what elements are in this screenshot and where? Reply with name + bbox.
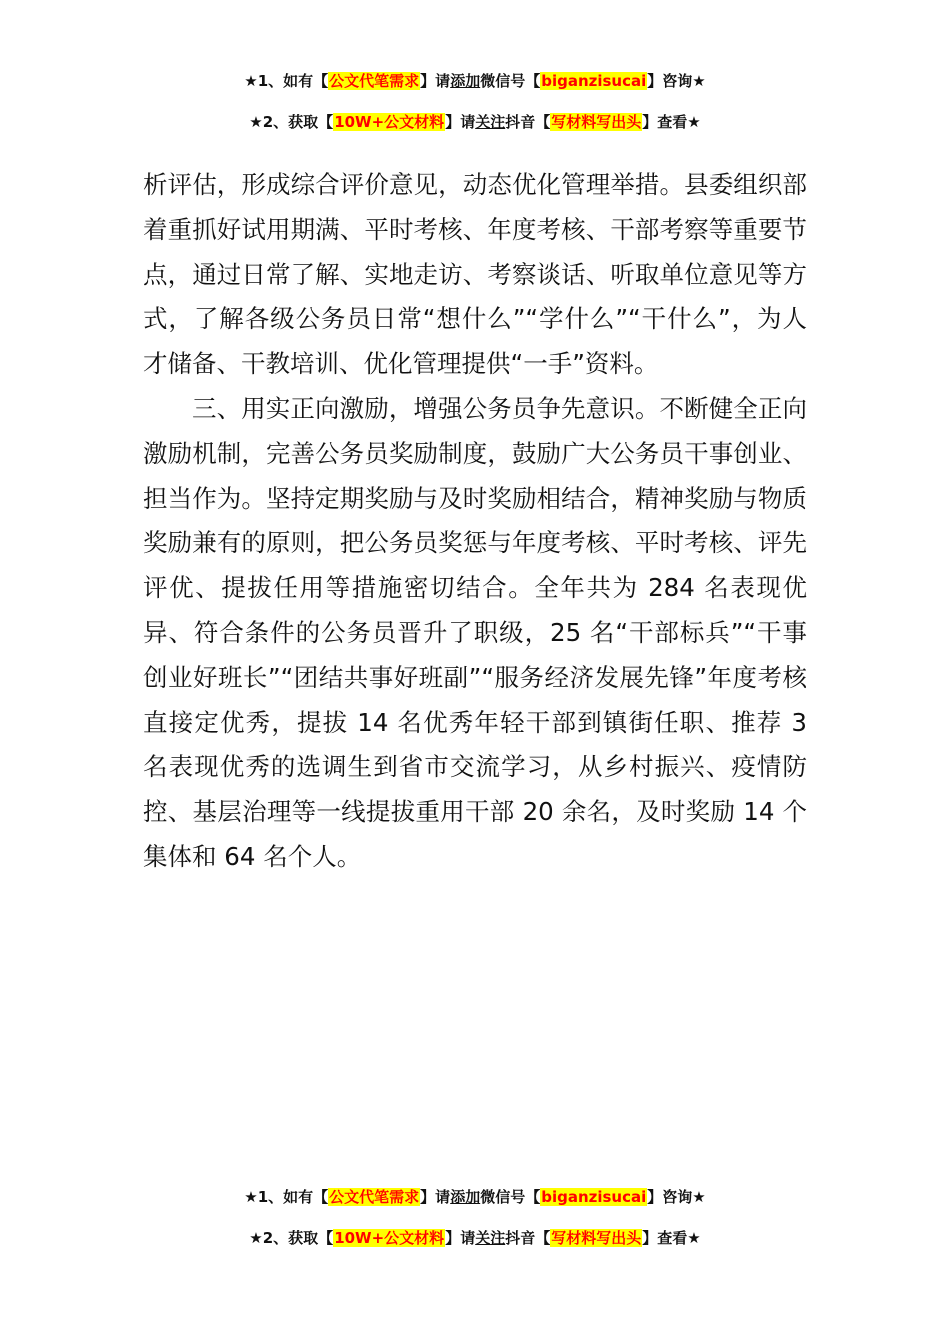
promo-underlined-text: 添加 bbox=[450, 1188, 481, 1206]
promo-text: 抖音【 bbox=[505, 113, 551, 131]
promo-text: 】咨询★ bbox=[647, 1188, 706, 1206]
promo-underlined-text: 关注 bbox=[475, 1229, 506, 1247]
header-promo-line-1 bbox=[0, 70, 950, 92]
promo-text: 】查看★ bbox=[642, 113, 701, 131]
promo-text: ★1、如有【 bbox=[244, 72, 329, 90]
footer-promo-line-2 bbox=[0, 1227, 950, 1249]
promo-text: ★1、如有【 bbox=[244, 1188, 329, 1206]
promo-text: 】请 bbox=[420, 1188, 451, 1206]
promo-text: 】查看★ bbox=[642, 1229, 701, 1247]
promo-text: ★2、获取【 bbox=[249, 113, 334, 131]
promo-text: 微信号【 bbox=[480, 1188, 541, 1206]
promo-highlight: 10W+公文材料 bbox=[334, 113, 445, 131]
promo-text: 】请 bbox=[445, 1229, 476, 1247]
promo-text: 】请 bbox=[420, 72, 451, 90]
promo-highlight-douyin-id: 写材料写出头 bbox=[551, 113, 642, 131]
promo-text: ★2、获取【 bbox=[249, 1229, 334, 1247]
promo-highlight: 公文代笔需求 bbox=[329, 72, 420, 90]
paragraph-continuation: 析评估，形成综合评价意见，动态优化管理举措。县委组织部着重抓好试用期满、平时考核、年度考核、干部考察等重要节点，通过日常了解、实地走访、考察谈话、听取单位意见等方式，了解各级公务员日常“想什么”“学什么”“干什么”，为人才储备、干教培训、优化管理提供“一手”资料。 bbox=[143, 170, 807, 379]
promo-text: 】请 bbox=[445, 113, 476, 131]
promo-highlight-douyin-id: 写材料写出头 bbox=[551, 1229, 642, 1247]
promo-highlight-wechat-id: biganzisucai bbox=[541, 1188, 647, 1206]
promo-underlined-text: 关注 bbox=[475, 113, 506, 131]
header-promo-line-2 bbox=[0, 111, 950, 133]
promo-underlined-text: 添加 bbox=[450, 72, 481, 90]
promo-text: 微信号【 bbox=[480, 72, 541, 90]
promo-text: 抖音【 bbox=[505, 1229, 551, 1247]
document-body bbox=[143, 163, 807, 880]
promo-text: 】咨询★ bbox=[647, 72, 706, 90]
footer-promo-line-1 bbox=[0, 1186, 950, 1208]
promo-highlight: 公文代笔需求 bbox=[329, 1188, 420, 1206]
paragraph-section-three: 三、用实正向激励，增强公务员争先意识。不断健全正向激励机制，完善公务员奖励制度，鼓励广大公务员干事创业、担当作为。坚持定期奖励与及时奖励相结合，精神奖励与物质奖励兼有的原则，把公务员奖惩与年度考核、平时考核、评先评优、提拔任用等措施密切结合。全年共为 284 名表现优异、符合条件的公务员晋升了职级，25 名“干部标兵”“干事创业好班长”“团结共事好班副”“服务经济发展先锋”年度考核直接定优秀，提拔 14 名优秀年轻干部到镇街任职、推荐 3 名表现优秀的选调生到省市交流学习，从乡村振兴、疫情防控、基层治理等一线提拔重用干部 20 余名，及时奖励 14 个集体和 64 名个人。 bbox=[143, 393, 807, 871]
promo-highlight: 10W+公文材料 bbox=[334, 1229, 445, 1247]
promo-highlight-wechat-id: biganzisucai bbox=[541, 72, 647, 90]
